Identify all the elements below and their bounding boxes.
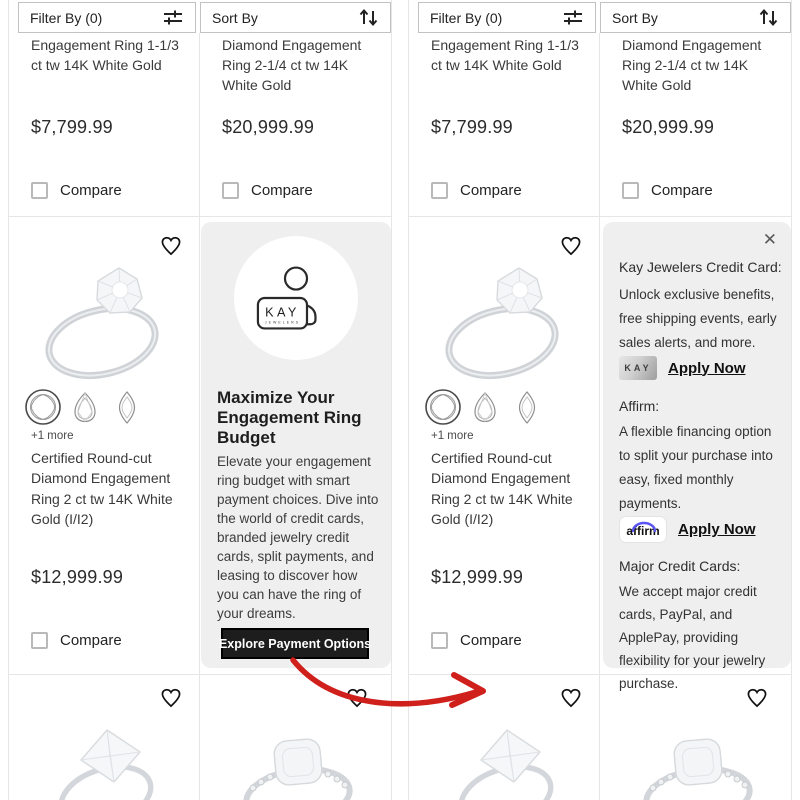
sliders-icon xyxy=(562,8,584,27)
shape-swatch-pear[interactable] xyxy=(65,386,105,428)
product-image-princess-ring[interactable] xyxy=(44,722,174,800)
affirm-body: A flexible financing option to split your purchase into easy, fixed monthly payments. xyxy=(619,424,773,511)
screenshot-after xyxy=(408,0,792,800)
kay-apply-row xyxy=(619,356,746,380)
close-icon[interactable]: ✕ xyxy=(762,230,777,249)
favorite-heart-icon[interactable] xyxy=(746,688,768,708)
compare-checkbox[interactable] xyxy=(431,182,448,199)
divider xyxy=(599,675,600,800)
kay-card-badge: KAY xyxy=(619,356,657,380)
filter-by-label: Filter By (0) xyxy=(430,9,503,26)
kay-card-body: Unlock exclusive benefits, free shipping events, early sales alerts, and more. xyxy=(619,287,777,350)
product-price: $12,999.99 xyxy=(31,567,124,587)
kay-credit-card-person-icon xyxy=(252,256,340,340)
kay-logo-text: KAY xyxy=(265,305,300,320)
payment-options-panel xyxy=(603,222,791,691)
sort-by-label: Sort By xyxy=(612,9,658,26)
filter-by-label: Filter By (0) xyxy=(30,9,103,26)
product-price: $12,999.99 xyxy=(431,567,524,587)
sort-by-button[interactable] xyxy=(600,2,791,33)
product-price: $7,799.99 xyxy=(31,117,113,137)
favorite-heart-icon[interactable] xyxy=(346,688,368,708)
compare-control xyxy=(431,632,522,649)
divider xyxy=(9,674,391,675)
compare-checkbox[interactable] xyxy=(31,182,48,199)
sort-arrows-icon xyxy=(758,8,779,27)
shape-swatch-pear[interactable] xyxy=(465,386,505,428)
product-image-princess-ring[interactable] xyxy=(444,722,574,800)
divider xyxy=(409,216,791,217)
promo-body: Elevate your engagement ring budget with smart payment choices. Dive into the world of credit cards, branded jewelry credit cards, split payments, and leasing to discover how you can have the ring of your dreams. xyxy=(217,454,379,621)
kay-logo-circle xyxy=(234,236,358,360)
divider xyxy=(599,33,600,216)
product-price: $20,999.99 xyxy=(622,117,715,137)
divider xyxy=(199,675,200,800)
shape-swatch-marquise[interactable] xyxy=(107,386,147,428)
compare-control xyxy=(622,182,713,199)
shape-swatch-round-selected[interactable] xyxy=(23,386,63,428)
compare-checkbox[interactable] xyxy=(31,632,48,649)
product-name[interactable]: Diamond Engagement Ring 2-1/4 ct tw 14K White Gold xyxy=(222,37,362,93)
divider xyxy=(199,217,200,674)
product-name[interactable]: Certified Round-cut Diamond Engagement Ring 2 ct tw 14K White Gold (I/I2) xyxy=(31,450,173,527)
compare-control xyxy=(31,632,122,649)
product-image-cushion-ring[interactable] xyxy=(233,730,363,800)
product-name[interactable]: Diamond Engagement Ring 2-1/4 ct tw 14K White Gold xyxy=(622,37,762,93)
compare-checkbox[interactable] xyxy=(622,182,639,199)
product-image-round-solitaire-ring[interactable] xyxy=(424,250,584,390)
divider xyxy=(199,33,200,216)
compare-label: Compare xyxy=(60,182,122,199)
screenshot-before xyxy=(8,0,392,800)
affirm-apply-row xyxy=(619,516,756,543)
product-name[interactable]: Engagement Ring 1-1/3 ct tw 14K White Gold xyxy=(431,37,579,73)
kay-logo-subtext: JEWELERS xyxy=(264,320,301,325)
affirm-badge xyxy=(619,516,667,543)
sort-arrows-icon xyxy=(358,8,379,27)
filter-by-button[interactable] xyxy=(418,2,596,33)
compare-label: Compare xyxy=(251,182,313,199)
shape-swatches xyxy=(423,386,547,428)
promo-card xyxy=(201,222,391,668)
product-price: $7,799.99 xyxy=(431,117,513,137)
shape-swatches xyxy=(23,386,147,428)
affirm-arc-icon xyxy=(631,520,657,532)
major-cards-heading: Major Credit Cards: xyxy=(619,558,741,574)
filter-by-button[interactable] xyxy=(18,2,196,33)
favorite-heart-icon[interactable] xyxy=(160,688,182,708)
compare-checkbox[interactable] xyxy=(222,182,239,199)
shape-swatch-marquise[interactable] xyxy=(507,386,547,428)
product-image-round-solitaire-ring[interactable] xyxy=(24,250,184,390)
compare-label: Compare xyxy=(60,632,122,649)
compare-control xyxy=(431,182,522,199)
product-name[interactable]: Engagement Ring 1-1/3 ct tw 14K White Gold xyxy=(31,37,179,73)
product-name[interactable]: Certified Round-cut Diamond Engagement Ring 2 ct tw 14K White Gold (I/I2) xyxy=(431,450,573,527)
explore-payment-options-button[interactable]: Explore Payment Options xyxy=(221,628,369,659)
compare-label: Compare xyxy=(460,182,522,199)
favorite-heart-icon[interactable] xyxy=(560,688,582,708)
compare-label: Compare xyxy=(651,182,713,199)
affirm-apply-now-link[interactable]: Apply Now xyxy=(678,521,756,538)
more-shapes-label[interactable]: +1 more xyxy=(431,430,474,442)
kay-apply-now-link[interactable]: Apply Now xyxy=(668,359,746,377)
kay-card-heading: Kay Jewelers Credit Card: xyxy=(619,259,782,275)
affirm-heading: Affirm: xyxy=(619,398,660,414)
major-cards-body: We accept major credit cards, PayPal, and ApplePay, providing flexibility for your jewelry purchase. xyxy=(619,584,766,691)
compare-control xyxy=(222,182,313,199)
compare-checkbox[interactable] xyxy=(431,632,448,649)
promo-heading: Maximize Your Engagement Ring Budget xyxy=(217,388,362,448)
affirm-badge-label: affirm xyxy=(626,524,660,538)
compare-label: Compare xyxy=(460,632,522,649)
sort-by-button[interactable] xyxy=(200,2,391,33)
divider xyxy=(409,674,791,675)
product-image-cushion-ring[interactable] xyxy=(633,730,763,800)
shape-swatch-round-selected[interactable] xyxy=(423,386,463,428)
divider xyxy=(9,216,391,217)
compare-control xyxy=(31,182,122,199)
sliders-icon xyxy=(162,8,184,27)
divider xyxy=(599,217,600,674)
more-shapes-label[interactable]: +1 more xyxy=(31,430,74,442)
sort-by-label: Sort By xyxy=(212,9,258,26)
product-price: $20,999.99 xyxy=(222,117,315,137)
